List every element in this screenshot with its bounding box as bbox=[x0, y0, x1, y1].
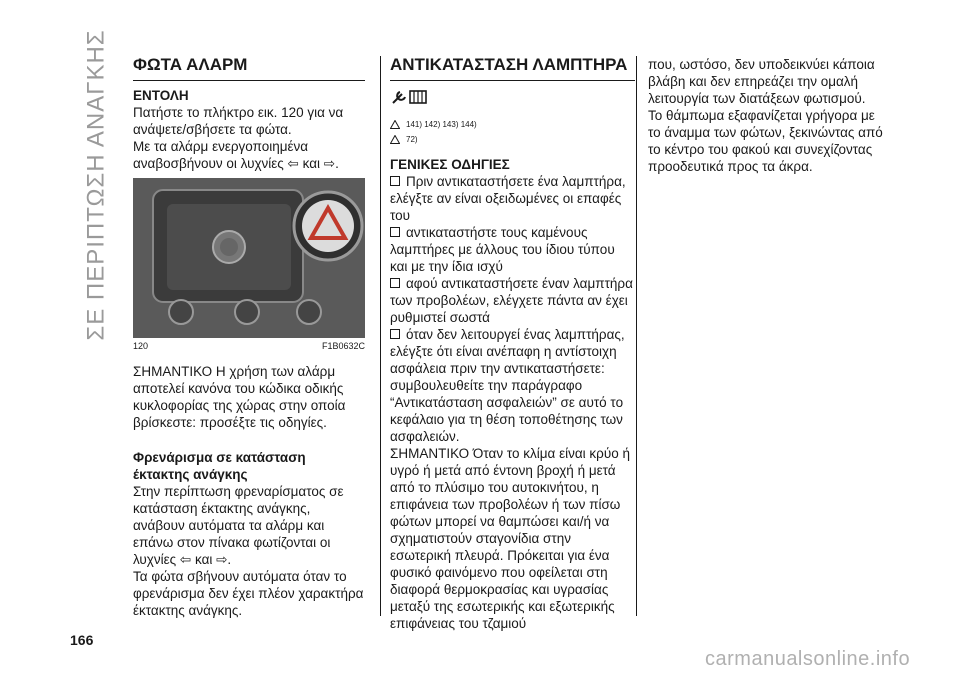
figure-number: 120 bbox=[133, 341, 149, 351]
figure-caption bbox=[133, 341, 365, 351]
column-divider bbox=[380, 56, 381, 616]
column-divider bbox=[636, 56, 637, 616]
column-hazard-lights bbox=[133, 56, 365, 619]
section-heading: ΦΩΤΑ ΑΛΑΡΜ bbox=[133, 56, 365, 81]
paragraph: που, ωστόσο, δεν υποδεικνύει κάποια βλάβη και δεν επηρεάζει την ομαλή λειτουργία των διατάξεων φωτισμού. Το θάμπωμα εξαφανίζεται γρήγορα με το άναμμα των φώτων, ξεκινώντας από το κέντρο του φακού και συνεχίζοντας προοδευτικά προς τα άκρα. bbox=[648, 57, 883, 174]
page-number: 166 bbox=[70, 632, 94, 648]
wrench-bulb-icon bbox=[390, 87, 635, 114]
caution-references: 72) bbox=[390, 135, 635, 144]
section-side-tab bbox=[82, 29, 112, 341]
checkbox-bullet-icon bbox=[390, 278, 400, 288]
bullet-item: Πριν αντικαταστήσετε ένα λαμπτήρα, ελέγξτε αν είναι οξειδωμένες οι επαφές του bbox=[390, 174, 626, 223]
checkbox-bullet-icon bbox=[390, 176, 400, 186]
dashboard-illustration bbox=[133, 178, 365, 338]
side-tab-label: ΣΕ ΠΕΡΙΠΤΩΣΗ ΑΝΑΓΚΗΣ bbox=[83, 29, 110, 341]
dashboard-figure bbox=[133, 178, 365, 338]
figure-code: F1B0632C bbox=[321, 341, 365, 351]
paragraph: Πατήστε το πλήκτρο εικ. 120 για να ανάψετε/σβήσετε τα φώτα. bbox=[133, 105, 344, 137]
paragraph: Στην περίπτωση φρεναρίσματος σε κατάσταση έκτακτης ανάγκης, ανάβουν αυτόματα τα αλάρμ και επάνω στον πίνακα φωτίζονται οι λυχνίες ⇦ και ⇨. bbox=[133, 484, 344, 567]
paragraph: ΣΗΜΑΝΤΙΚΟ Η χρήση των αλάρμ αποτελεί κανόνα του κώδικα οδικής κυκλοφορίας της χώρας στην οποία βρίσκεστε: προσέξτε τις οδηγίες. bbox=[133, 364, 346, 430]
subheading-general-instructions: ΓΕΝΙΚΕΣ ΟΔΗΓΙΕΣ bbox=[390, 157, 510, 172]
checkbox-bullet-icon bbox=[390, 329, 400, 339]
column-bulb-replacement bbox=[390, 56, 635, 632]
caution-triangle-icon bbox=[390, 135, 400, 144]
subheading-command: ΕΝΤΟΛΗ bbox=[133, 88, 189, 103]
paragraph: ΣΗΜΑΝΤΙΚΟ Όταν το κλίμα είναι κρύο ή υγρό ή μετά από έντονη βροχή ή μετά από το πλύσιμο του αυτοκινήτου, η επιφάνεια των προβολέων ή των πίσω φώτων μπορεί να θαμπώσει και/ή να σχηματιστούν σταγονίδια στην εσωτερική πλευρά. Πρόκειται για ένα φυσικό φαινόμενο που οφείλεται στη διαφορά θερμοκρασίας και υγρασίας μεταξύ της εσωτερικής και εξωτερικής επιφάνειας του τζαμιού bbox=[390, 446, 630, 631]
footer-watermark: carmanualsonline.info bbox=[705, 648, 911, 670]
subheading-emergency-braking: Φρενάρισμα σε κατάσταση έκτακτης ανάγκης bbox=[133, 450, 306, 482]
bullet-item: αντικαταστήστε τους καμένους λαμπτήρες με άλλους του ίδιου τύπου και με την ίδια ισχύ bbox=[390, 225, 615, 274]
bullet-item: αφού αντικαταστήσετε έναν λαμπτήρα των προβολέων, ελέγχετε πάντα αν έχει ρυθμιστεί σωστά bbox=[390, 276, 633, 325]
warning-triangle-icon bbox=[390, 120, 400, 129]
checkbox-bullet-icon bbox=[390, 227, 400, 237]
warning-references: 141) 142) 143) 144) bbox=[390, 120, 635, 129]
column-continued bbox=[648, 56, 883, 175]
paragraph: Με τα αλάρμ ενεργοποιημένα αναβοσβήνουν οι λυχνίες ⇦ και ⇨. bbox=[133, 139, 339, 171]
section-heading: ΑΝΤΙΚΑΤΑΣΤΑΣΗ ΛΑΜΠΤΗΡΑ bbox=[390, 56, 635, 81]
paragraph: Τα φώτα σβήνουν αυτόματα όταν το φρενάρισμα δεν έχει πλέον χαρακτήρα έκτακτης ανάγκης. bbox=[133, 569, 364, 618]
bullet-item: όταν δεν λειτουργεί ένας λαμπτήρας, ελέγξτε ότι είναι ανέπαφη η αντίστοιχη ασφάλεια πριν την αντικαταστήσετε: συμβουλευθείτε την παράγραφο “Αντικατάσταση ασφαλειών” σε αυτό το κεφάλαιο για τη θέση τοποθέτησης των ασφαλειών. bbox=[390, 327, 625, 444]
